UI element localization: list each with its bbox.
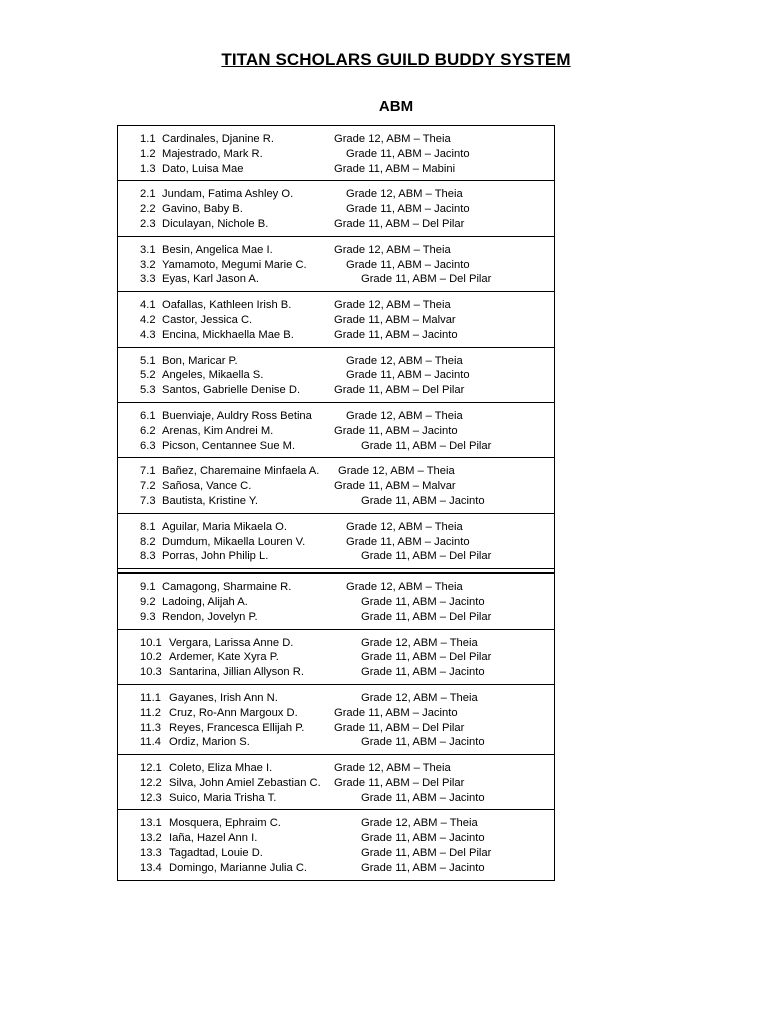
entry-number: 6.1 [140, 409, 156, 422]
grade-section: Grade 11, ABM – Jacinto [361, 666, 485, 679]
member-name: Gayanes, Irish Ann N. [169, 691, 278, 704]
member-name: Sañosa, Vance C. [162, 480, 252, 493]
entry-number: 13.3 [140, 847, 162, 860]
buddy-group [118, 126, 554, 181]
buddy-row [118, 735, 554, 750]
member-name: Bañez, Charemaine Minfaela A. [162, 465, 320, 478]
buddy-row [118, 535, 554, 550]
grade-section: Grade 11, ABM – Jacinto [361, 791, 485, 804]
grade-section: Grade 11, ABM – Jacinto [334, 706, 458, 719]
entry-number: 5.2 [140, 369, 156, 382]
entry-number: 3.3 [140, 273, 156, 286]
grade-section: Grade 11, ABM – Del Pilar [361, 550, 492, 563]
member-name: Castor, Jessica C. [162, 313, 253, 326]
member-name: Mosquera, Ephraim C. [169, 817, 281, 830]
entry-number: 13.2 [140, 832, 162, 845]
entry-number: 7.2 [140, 480, 156, 493]
member-name: Eyas, Karl Jason A. [162, 273, 260, 286]
buddy-table [117, 125, 555, 881]
buddy-group [118, 810, 554, 879]
member-name: Ladoing, Alijah A. [162, 595, 248, 608]
member-name: Bon, Maricar P. [162, 354, 238, 367]
buddy-row [118, 298, 554, 313]
member-name: Angeles, Mikaella S. [162, 369, 264, 382]
entry-number: 13.4 [140, 861, 162, 874]
buddy-row [118, 217, 554, 232]
member-name: Santos, Gabrielle Denise D. [162, 384, 301, 397]
member-name: Porras, John Philip L. [162, 550, 269, 563]
entry-number: 7.1 [140, 465, 156, 478]
entry-number: 11.1 [140, 691, 161, 704]
entry-number: 9.1 [140, 581, 156, 594]
entry-number: 9.2 [140, 595, 156, 608]
member-name: Suico, Maria Trisha T. [169, 791, 277, 804]
buddy-row [118, 494, 554, 509]
buddy-row [118, 243, 554, 258]
buddy-group [118, 685, 554, 755]
entry-number: 6.2 [140, 424, 156, 437]
buddy-row [118, 861, 554, 876]
grade-section: Grade 11, ABM – Jacinto [361, 736, 485, 749]
buddy-row [118, 132, 554, 147]
member-name: Ordiz, Marion S. [169, 736, 250, 749]
entry-number: 11.4 [140, 736, 161, 749]
member-name: Camagong, Sharmaine R. [162, 581, 292, 594]
grade-section: Grade 11, ABM – Jacinto [334, 424, 458, 437]
grade-section: Grade 11, ABM – Malvar [334, 313, 456, 326]
grade-section: Grade 12, ABM – Theia [346, 354, 463, 367]
member-name: Cardinales, Djanine R. [162, 133, 274, 145]
buddy-row [118, 187, 554, 202]
entry-number: 1.2 [140, 147, 156, 160]
member-name: Vergara, Larissa Anne D. [169, 636, 294, 649]
buddy-row [118, 580, 554, 595]
member-name: Aguilar, Maria Mikaela O. [162, 520, 287, 533]
entry-number: 4.3 [140, 328, 156, 341]
buddy-row [118, 846, 554, 861]
member-name: Rendon, Jovelyn P. [162, 610, 258, 623]
grade-section: Grade 12, ABM – Theia [338, 465, 455, 478]
member-name: Diculayan, Nichole B. [162, 217, 269, 230]
entry-number: 10.1 [140, 636, 162, 649]
buddy-group [118, 572, 554, 629]
member-name: Cruz, Ro-Ann Margoux D. [169, 706, 298, 719]
member-name: Besin, Angelica Mae I. [162, 243, 273, 256]
buddy-group [118, 237, 554, 292]
grade-section: Grade 11, ABM – Del Pilar [361, 610, 492, 623]
strand-heading: ABM [378, 98, 414, 115]
buddy-row [118, 776, 554, 791]
grade-section: Grade 12, ABM – Theia [346, 409, 463, 422]
grade-section: Grade 12, ABM – Theia [361, 691, 478, 704]
member-name: Tagadtad, Louie D. [169, 847, 263, 860]
buddy-row [118, 479, 554, 494]
grade-section: Grade 11, ABM – Jacinto [334, 328, 458, 341]
entry-number: 10.2 [140, 651, 162, 664]
member-name: Santarina, Jillian Allyson R. [169, 666, 304, 679]
buddy-row [118, 721, 554, 736]
grade-section: Grade 11, ABM – Jacinto [361, 595, 485, 608]
member-name: Reyes, Francesca Ellijah P. [169, 721, 305, 734]
entry-number: 3.1 [140, 243, 156, 256]
grade-section: Grade 11, ABM – Jacinto [361, 861, 485, 874]
grade-section: Grade 12, ABM – Theia [361, 636, 478, 649]
grade-section: Grade 11, ABM – Del Pilar [361, 273, 492, 286]
member-name: Iaña, Hazel Ann I. [169, 832, 258, 845]
buddy-row [118, 691, 554, 706]
grade-section: Grade 11, ABM – Del Pilar [334, 384, 465, 397]
member-name: Majestrado, Mark R. [162, 147, 263, 160]
buddy-row [118, 595, 554, 610]
grade-section: Grade 12, ABM – Theia [346, 581, 463, 594]
member-name: Encina, Mickhaella Mae B. [162, 328, 294, 341]
grade-section: Grade 12, ABM – Theia [334, 762, 451, 775]
grade-section: Grade 12, ABM – Theia [346, 520, 463, 533]
entry-number: 12.3 [140, 791, 162, 804]
buddy-row [118, 258, 554, 273]
member-name: Oafallas, Kathleen Irish B. [162, 299, 292, 312]
grade-section: Grade 12, ABM – Theia [361, 817, 478, 830]
member-name: Bautista, Kristine Y. [162, 494, 258, 507]
member-name: Yamamoto, Megumi Marie C. [162, 258, 307, 271]
buddy-row [118, 636, 554, 651]
grade-section: Grade 11, ABM – Del Pilar [334, 217, 465, 230]
buddy-row [118, 706, 554, 721]
grade-section: Grade 12, ABM – Theia [334, 299, 451, 312]
buddy-row [118, 650, 554, 665]
buddy-group [118, 458, 554, 513]
entry-number: 1.3 [140, 162, 156, 175]
entry-number: 1.1 [140, 133, 156, 145]
buddy-row [118, 272, 554, 287]
buddy-row [118, 368, 554, 383]
buddy-group [118, 630, 554, 685]
buddy-row [118, 761, 554, 776]
grade-section: Grade 11, ABM – Del Pilar [361, 651, 492, 664]
member-name: Arenas, Kim Andrei M. [162, 424, 274, 437]
entry-number: 6.3 [140, 439, 156, 452]
buddy-row [118, 665, 554, 680]
buddy-group [118, 755, 554, 810]
buddy-row [118, 816, 554, 831]
grade-section: Grade 11, ABM – Jacinto [346, 535, 470, 548]
entry-number: 9.3 [140, 610, 156, 623]
grade-section: Grade 11, ABM – Del Pilar [334, 721, 465, 734]
entry-number: 8.2 [140, 535, 156, 548]
document-title: TITAN SCHOLARS GUILD BUDDY SYSTEM [221, 50, 571, 69]
entry-number: 5.3 [140, 384, 156, 397]
entry-number: 4.2 [140, 313, 156, 326]
member-name: Dumdum, Mikaella Louren V. [162, 535, 306, 548]
buddy-row [118, 162, 554, 177]
member-name: Dato, Luisa Mae [162, 162, 244, 175]
grade-section: Grade 12, ABM – Theia [346, 188, 463, 201]
buddy-row [118, 831, 554, 846]
entry-number: 2.2 [140, 203, 156, 216]
grade-section: Grade 11, ABM – Malvar [334, 480, 456, 493]
grade-section: Grade 11, ABM – Jacinto [346, 369, 470, 382]
buddy-row [118, 313, 554, 328]
buddy-group [118, 403, 554, 458]
buddy-group [118, 292, 554, 347]
grade-section: Grade 11, ABM – Jacinto [361, 832, 485, 845]
buddy-row [118, 202, 554, 217]
entry-number: 11.3 [140, 721, 161, 734]
buddy-row [118, 549, 554, 564]
entry-number: 4.1 [140, 299, 156, 312]
grade-section: Grade 11, ABM – Jacinto [346, 258, 470, 271]
buddy-row [118, 791, 554, 806]
buddy-group [118, 181, 554, 236]
member-name: Picson, Centannee Sue M. [162, 439, 296, 452]
entry-number: 2.3 [140, 217, 156, 230]
buddy-row [118, 520, 554, 535]
buddy-row [118, 147, 554, 162]
grade-section: Grade 11, ABM – Mabini [334, 162, 456, 175]
buddy-row [118, 439, 554, 454]
buddy-row [118, 464, 554, 479]
grade-section: Grade 12, ABM – Theia [334, 243, 451, 256]
buddy-row [118, 610, 554, 625]
member-name: Silva, John Amiel Zebastian C. [169, 776, 321, 789]
grade-section: Grade 11, ABM – Del Pilar [361, 847, 492, 860]
buddy-group [118, 514, 554, 569]
buddy-row [118, 354, 554, 369]
grade-section: Grade 11, ABM – Jacinto [361, 494, 485, 507]
buddy-row [118, 424, 554, 439]
entry-number: 12.1 [140, 762, 162, 775]
entry-number: 2.1 [140, 188, 156, 201]
member-name: Coleto, Eliza Mhae I. [169, 762, 273, 775]
entry-number: 13.1 [140, 817, 162, 830]
grade-section: Grade 12, ABM – Theia [334, 133, 451, 145]
entry-number: 8.3 [140, 550, 156, 563]
grade-section: Grade 11, ABM – Del Pilar [361, 439, 492, 452]
buddy-row [118, 409, 554, 424]
member-name: Ardemer, Kate Xyra P. [169, 651, 279, 664]
member-name: Jundam, Fatima Ashley O. [162, 188, 294, 201]
buddy-row [118, 328, 554, 343]
grade-section: Grade 11, ABM – Del Pilar [334, 776, 465, 789]
entry-number: 11.2 [140, 706, 161, 719]
member-name: Domingo, Marianne Julia C. [169, 861, 308, 874]
buddy-group [118, 348, 554, 403]
entry-number: 3.2 [140, 258, 156, 271]
entry-number: 8.1 [140, 520, 156, 533]
entry-number: 10.3 [140, 666, 162, 679]
entry-number: 12.2 [140, 776, 162, 789]
member-name: Buenviaje, Auldry Ross Betina [162, 409, 312, 422]
member-name: Gavino, Baby B. [162, 203, 243, 216]
grade-section: Grade 11, ABM – Jacinto [346, 203, 470, 216]
entry-number: 5.1 [140, 354, 156, 367]
grade-section: Grade 11, ABM – Jacinto [346, 147, 470, 160]
buddy-row [118, 383, 554, 398]
entry-number: 7.3 [140, 494, 156, 507]
